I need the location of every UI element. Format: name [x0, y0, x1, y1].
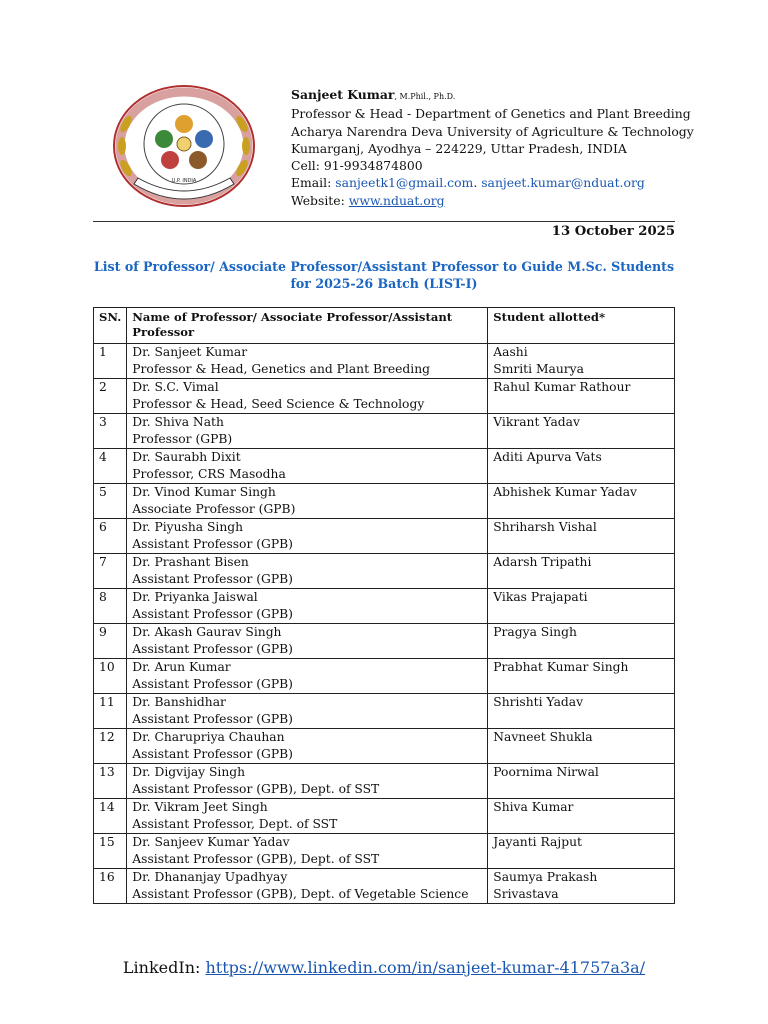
- sender-website-line: [291, 192, 711, 209]
- university-seal-logo: [112, 84, 256, 208]
- allotment-table: [93, 307, 675, 904]
- row-professor: [127, 589, 488, 624]
- list-title: List of Professor/ Associate Professor/Assistant Professor to Guide M.Sc. Students for 2025-26 Batch (LIST-I): [93, 259, 675, 291]
- student-name-cont: Smriti Maurya: [493, 362, 584, 376]
- professor-designation: Professor (GPB): [132, 432, 233, 446]
- row-sn: 12: [94, 729, 127, 764]
- row-students: [488, 694, 675, 729]
- professor-name: Dr. Saurabh Dixit: [132, 450, 241, 464]
- table-row: [94, 344, 675, 379]
- table-row: [94, 379, 675, 414]
- header-sn: SN.: [94, 308, 127, 344]
- professor-name: Dr. Prashant Bisen: [132, 555, 249, 569]
- row-sn: 8: [94, 589, 127, 624]
- table-row: [94, 554, 675, 589]
- sender-address: Kumarganj, Ayodhya – 224229, Uttar Pradesh, INDIA: [291, 140, 627, 156]
- table-row: [94, 449, 675, 484]
- row-sn: 4: [94, 449, 127, 484]
- professor-designation: Assistant Professor (GPB): [132, 747, 293, 761]
- email-link-2[interactable]: sanjeet.kumar@nduat.org: [481, 175, 645, 191]
- professor-designation: Professor & Head, Seed Science & Technology: [132, 397, 425, 411]
- table-row: [94, 659, 675, 694]
- seal-bottom-text: U.P. INDIA: [171, 178, 197, 184]
- table-row: [94, 729, 675, 764]
- sender-name-line: [291, 86, 711, 105]
- professor-designation: Assistant Professor (GPB), Dept. of SST: [132, 782, 380, 796]
- professor-designation: Assistant Professor (GPB): [132, 642, 293, 656]
- professor-name: Dr. Shiva Nath: [132, 415, 224, 429]
- student-name: Poornima Nirwal: [493, 765, 599, 779]
- row-sn: 5: [94, 484, 127, 519]
- row-sn: 15: [94, 834, 127, 869]
- row-sn: 11: [94, 694, 127, 729]
- professor-designation: Assistant Professor (GPB): [132, 677, 293, 691]
- row-students: [488, 834, 675, 869]
- student-name: Vikrant Yadav: [493, 415, 580, 429]
- professor-name: Dr. Priyanka Jaiswal: [132, 590, 258, 604]
- row-students: [488, 379, 675, 414]
- sender-qualifications: , M.Phil., Ph.D.: [394, 92, 456, 101]
- email-separator: .: [473, 175, 482, 191]
- row-professor: [127, 764, 488, 799]
- row-sn: 7: [94, 554, 127, 589]
- table-row: [94, 764, 675, 799]
- professor-designation: Professor, CRS Masodha: [132, 467, 286, 481]
- table-header-row: [94, 308, 675, 344]
- row-students: [488, 869, 675, 904]
- row-students: [488, 519, 675, 554]
- professor-designation: Assistant Professor (GPB): [132, 712, 293, 726]
- row-professor: [127, 729, 488, 764]
- email-link-1[interactable]: sanjeetk1@gmail.com: [335, 175, 474, 191]
- student-name-cont: Srivastava: [493, 887, 559, 901]
- table-row: [94, 484, 675, 519]
- sender-email-line: [291, 174, 711, 191]
- table-row: [94, 694, 675, 729]
- row-professor: [127, 379, 488, 414]
- row-students: [488, 799, 675, 834]
- row-professor: [127, 659, 488, 694]
- row-students: [488, 589, 675, 624]
- row-students: [488, 659, 675, 694]
- student-name: Vikas Prajapati: [493, 590, 588, 604]
- professor-name: Dr. Sanjeev Kumar Yadav: [132, 835, 290, 849]
- professor-name: Dr. Piyusha Singh: [132, 520, 244, 534]
- student-name: Pragya Singh: [493, 625, 577, 639]
- student-name: Aashi: [493, 345, 528, 359]
- header-professor: Name of Professor/ Associate Professor/Assistant Professor: [127, 308, 488, 344]
- website-label: Website:: [291, 192, 349, 208]
- row-students: [488, 624, 675, 659]
- row-sn: 2: [94, 379, 127, 414]
- row-sn: 10: [94, 659, 127, 694]
- table-row: [94, 869, 675, 904]
- professor-name: Dr. Digvijay Singh: [132, 765, 246, 779]
- row-professor: [127, 799, 488, 834]
- letterhead: [291, 86, 711, 209]
- row-professor: [127, 414, 488, 449]
- row-professor: [127, 624, 488, 659]
- professor-designation: Assistant Professor (GPB): [132, 572, 293, 586]
- row-sn: 16: [94, 869, 127, 904]
- row-professor: [127, 484, 488, 519]
- footer-linkedin: [0, 958, 768, 977]
- professor-name: Dr. Sanjeet Kumar: [132, 345, 248, 359]
- professor-name: Dr. Charupriya Chauhan: [132, 730, 285, 744]
- sender-cell: Cell: 91-9934874800: [291, 158, 423, 174]
- student-name: Adarsh Tripathi: [493, 555, 592, 569]
- row-sn: 14: [94, 799, 127, 834]
- table-row: [94, 799, 675, 834]
- student-name: Jayanti Rajput: [493, 835, 582, 849]
- table-row: [94, 589, 675, 624]
- student-name: Navneet Shukla: [493, 730, 593, 744]
- row-students: [488, 554, 675, 589]
- professor-name: Dr. Vikram Jeet Singh: [132, 800, 268, 814]
- letter-date: 13 October 2025: [551, 224, 675, 239]
- row-students: [488, 414, 675, 449]
- student-name: Abhishek Kumar Yadav: [493, 485, 637, 499]
- row-professor: [127, 449, 488, 484]
- professor-designation: Assistant Professor (GPB), Dept. of Vegetable Science: [132, 887, 469, 901]
- row-professor: [127, 519, 488, 554]
- student-name: Shriharsh Vishal: [493, 520, 597, 534]
- professor-name: Dr. Arun Kumar: [132, 660, 231, 674]
- table-row: [94, 414, 675, 449]
- professor-designation: Assistant Professor (GPB), Dept. of SST: [132, 852, 380, 866]
- row-students: [488, 449, 675, 484]
- row-students: [488, 764, 675, 799]
- professor-name: Dr. Banshidhar: [132, 695, 226, 709]
- row-professor: [127, 694, 488, 729]
- row-students: [488, 344, 675, 379]
- student-name: Prabhat Kumar Singh: [493, 660, 629, 674]
- professor-name: Dr. Akash Gaurav Singh: [132, 625, 282, 639]
- professor-name: Dr. Vinod Kumar Singh: [132, 485, 276, 499]
- header-divider: [93, 221, 675, 222]
- sender-name: Sanjeet Kumar: [291, 87, 395, 102]
- table-row: [94, 624, 675, 659]
- professor-designation: Assistant Professor, Dept. of SST: [132, 817, 338, 831]
- row-sn: 6: [94, 519, 127, 554]
- linkedin-label: LinkedIn:: [122, 958, 206, 977]
- row-professor: [127, 554, 488, 589]
- row-students: [488, 484, 675, 519]
- row-professor: [127, 869, 488, 904]
- row-sn: 9: [94, 624, 127, 659]
- professor-name: Dr. S.C. Vimal: [132, 380, 219, 394]
- row-professor: [127, 834, 488, 869]
- professor-designation: Professor & Head, Genetics and Plant Breeding: [132, 362, 431, 376]
- professor-designation: Assistant Professor (GPB): [132, 537, 293, 551]
- student-name: Saumya Prakash: [493, 870, 598, 884]
- student-name: Shiva Kumar: [493, 800, 574, 814]
- sender-university: Acharya Narendra Deva University of Agriculture & Technology: [291, 123, 694, 139]
- table-row: [94, 834, 675, 869]
- student-name: Aditi Apurva Vats: [493, 450, 602, 464]
- professor-designation: Assistant Professor (GPB): [132, 607, 293, 621]
- student-name: Shrishti Yadav: [493, 695, 584, 709]
- row-sn: 13: [94, 764, 127, 799]
- email-label: Email:: [291, 175, 336, 191]
- student-name: Rahul Kumar Rathour: [493, 380, 631, 394]
- linkedin-link[interactable]: https://www.linkedin.com/in/sanjeet-kumar-41757a3a/: [205, 958, 646, 977]
- sender-designation: Professor & Head - Department of Genetics and Plant Breeding: [291, 106, 691, 122]
- website-link[interactable]: www.nduat.org: [348, 192, 445, 208]
- professor-name: Dr. Dhananjay Upadhyay: [132, 870, 288, 884]
- header-students: Student allotted*: [488, 308, 675, 344]
- row-sn: 1: [94, 344, 127, 379]
- row-sn: 3: [94, 414, 127, 449]
- row-professor: [127, 344, 488, 379]
- professor-designation: Associate Professor (GPB): [132, 502, 296, 516]
- table-row: [94, 519, 675, 554]
- row-students: [488, 729, 675, 764]
